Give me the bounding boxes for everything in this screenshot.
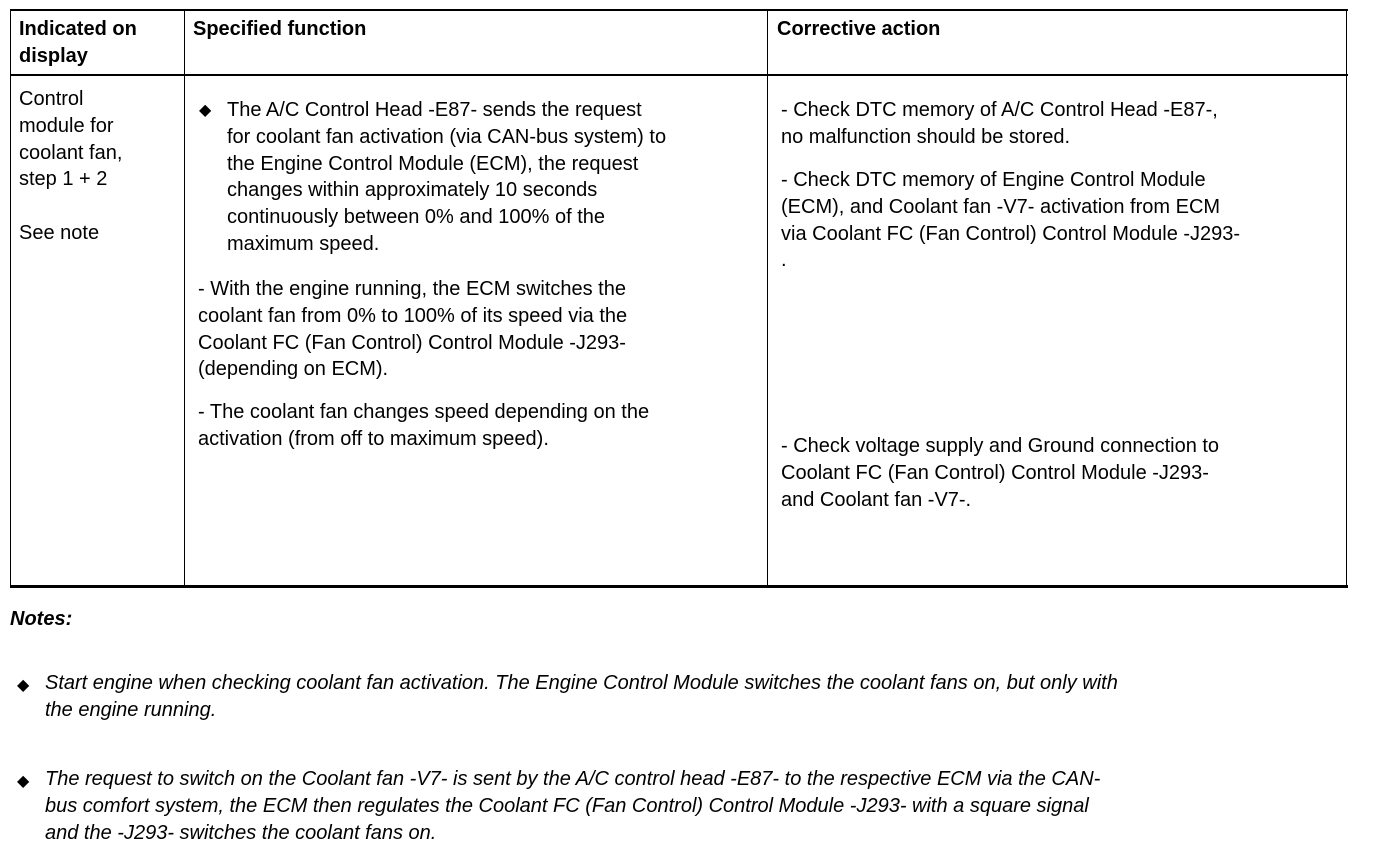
text-line: via Coolant FC (Fan Control) Control Module -J293-: [781, 222, 1241, 245]
column-divider-2: [767, 9, 768, 587]
notes-title: Notes:: [10, 608, 73, 630]
text-line: module for: [19, 114, 114, 137]
specified-bullet-paragraph: [227, 97, 666, 258]
bullet-diamond-icon: ◆: [199, 102, 212, 119]
corrective-paragraph-2: [781, 167, 1240, 274]
corrective-paragraph-1: [781, 97, 1218, 151]
text-line: changes within approximately 10 seconds: [227, 179, 598, 202]
header-line: display: [19, 44, 88, 67]
bullet-diamond-icon: ◆: [17, 773, 30, 790]
text-line: no malfunction should be stored.: [781, 125, 1071, 148]
text-line: continuously between 0% and 100% of the: [227, 206, 606, 229]
header-line: Specified function: [193, 18, 367, 40]
text-line: The A/C Control Head -E87- sends the request: [227, 99, 642, 121]
note-item-1: [45, 670, 1118, 724]
text-line: Control: [19, 88, 84, 110]
text-line: - Check DTC memory of A/C Control Head -E87-,: [781, 99, 1218, 121]
text-line: (ECM), and Coolant fan -V7- activation from ECM: [781, 195, 1221, 218]
note-item-2: [45, 766, 1100, 846]
header-line: Indicated on: [19, 18, 137, 40]
text-line: - Check voltage supply and Ground connection to: [781, 435, 1220, 457]
header-corrective-action: [777, 16, 940, 43]
text-line: step 1 + 2: [19, 168, 108, 191]
specified-paragraph-2: [198, 276, 627, 383]
text-line: the engine running.: [45, 698, 217, 721]
text-line: Coolant FC (Fan Control) Control Module -J293-: [781, 461, 1209, 484]
column-divider-1: [184, 9, 185, 587]
text-line: the Engine Control Module (ECM), the request: [227, 152, 639, 175]
text-line: (depending on ECM).: [198, 358, 389, 381]
text-line: bus comfort system, the ECM then regulates the Coolant FC (Fan Control) Control Module -J293- with a square signal: [45, 794, 1089, 817]
see-note: See note: [19, 222, 100, 245]
indicated-cell: [19, 86, 122, 247]
text-line: - Check DTC memory of Engine Control Module: [781, 169, 1206, 191]
text-line: activation (from off to maximum speed).: [198, 427, 549, 450]
text-line: The request to switch on the Coolant fan -V7- is sent by the A/C control head -E87- to the respective ECM via the CAN-: [45, 768, 1101, 790]
text-line: and the -J293- switches the coolant fans on.: [45, 821, 437, 844]
text-line: Coolant FC (Fan Control) Control Module -J293-: [198, 331, 626, 354]
text-line: maximum speed.: [227, 232, 380, 255]
header-indicated-on-display: [19, 16, 137, 70]
header-divider: [10, 74, 1348, 76]
text-line: coolant fan from 0% to 100% of its speed via the: [198, 304, 628, 327]
table-border-top: [10, 9, 1348, 11]
table-border-bottom: [10, 585, 1348, 588]
header-specified-function: [193, 16, 366, 43]
text-line: coolant fan,: [19, 141, 123, 164]
text-line: and Coolant fan -V7-.: [781, 488, 972, 511]
bullet-diamond-icon: ◆: [17, 677, 30, 694]
text-line: - The coolant fan changes speed depending on the: [198, 401, 650, 423]
text-line: .: [781, 249, 787, 272]
corrective-paragraph-3: [781, 433, 1219, 513]
table-border-right: [1346, 9, 1347, 587]
header-line: Corrective action: [777, 18, 941, 40]
text-line: Start engine when checking coolant fan activation. The Engine Control Module switches the coolant fans on, but only with: [45, 672, 1118, 694]
text-line: - With the engine running, the ECM switches the: [198, 278, 626, 300]
text-line: for coolant fan activation (via CAN-bus system) to: [227, 125, 667, 148]
specified-paragraph-3: [198, 399, 649, 453]
table-border-left: [10, 9, 11, 587]
